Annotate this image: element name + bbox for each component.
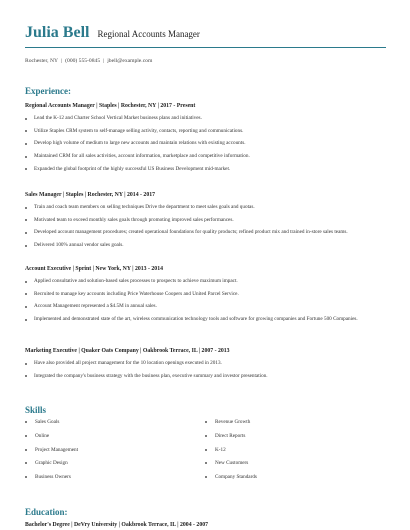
skill-item: New Customers [205,459,257,473]
skill-item: Project Management [25,446,78,460]
header-divider [25,47,386,48]
job-bullet: Recruited to manage key accounts including Price Waterhouse Coopers and United Parcel Service. [25,291,385,298]
skill-item: Graphic Design [25,459,78,473]
contact-email[interactable]: jbell@example.com [107,58,153,64]
job-bullet: Utilize Staples CRM system to self-manage selling activity, contacts, reporting and communications. [25,128,385,135]
job-title: Account Executive | Sprint | New York, NY | 2013 - 2014 [25,266,164,272]
job-bullet: Lead the K-12 and Charter School Vertical Market business plans and initiatives. [25,115,385,122]
job-title: Marketing Executive | Quaker Oats Company | Oakbrook Terrace, IL | 2007 - 2013 [25,348,230,354]
job-bullet: Account Management represented a $4.5M in annual sales. [25,303,385,310]
education-entry: Bachelor's Degree | DeVry University | Oakbrook Terrace, IL | 2004 - 2007 [25,522,209,528]
job-bullets [25,204,385,250]
job-bullet: Expanded the global footprint of the highly successful US Business Development mid-market. [25,166,385,173]
contact-line [25,58,152,64]
job-bullet: Have also provided all project management for the 10 location openings executed in 2013. [25,360,385,367]
skills-column-left [25,418,78,487]
skill-item: Business Owners [25,473,78,487]
contact-location: Rochester, NY [25,58,59,64]
contact-separator: | [61,58,63,64]
candidate-name: Julia Bell [25,24,90,41]
job-bullet: Motivated team to exceed monthly sales goals through promoting improved sales performances. [25,217,385,224]
job-bullets [25,278,385,324]
skills-column-right [205,418,257,487]
job-bullet: Delivered 100% annual vendor sales goals. [25,242,385,249]
job-entry [25,266,385,329]
job-bullet: Maintained CRM for all sales activities, account information, marketplace and competitive information. [25,153,385,160]
job-entry [25,348,385,385]
job-bullet: Integrated the company's business strategy with the business plan, executive summary and investor presentation. [25,373,385,380]
job-bullet: Developed account management procedures; created operational foundations for quality products; refined product mix and trained in-store sales teams. [25,229,385,236]
job-title: Sales Manager | Staples | Rochester, NY | 2014 - 2017 [25,192,156,198]
skill-item: Company Standards [205,473,257,487]
job-bullet: Train and coach team members on selling techniques Drive the department to meet sales goals and quotas. [25,204,385,211]
job-title: Regional Accounts Manager | Staples | Rochester, NY | 2017 - Present [25,103,196,109]
contact-separator: | [103,58,105,64]
job-bullets [25,115,385,173]
resume-header [25,24,385,42]
skill-item: Online [25,432,78,446]
skills-heading: Skills [25,405,47,415]
candidate-title: Regional Accounts Manager [97,29,200,39]
job-entry [25,103,385,179]
skill-item: K-12 [205,446,257,460]
skill-item: Direct Reports [205,432,257,446]
job-bullet: Develop high volume of medium to large new accounts and maintain relations with existing accounts. [25,140,385,147]
job-bullet: Implemented and demonstrated state of the art, wireless communication technology tools and software for growing companies and Fortune 500 Companies. [25,316,385,323]
contact-phone: (000) 555-0845 [65,58,101,64]
job-bullets [25,360,385,380]
experience-heading: Experience: [25,86,71,96]
skill-item: Revenue Growth [205,418,257,432]
job-entry [25,192,385,255]
education-heading: Education: [25,507,68,517]
skill-item: Sales Goals [25,418,78,432]
job-bullet: Applied consultative and solution-based sales processes to prospects to achieve maximum impact. [25,278,385,285]
